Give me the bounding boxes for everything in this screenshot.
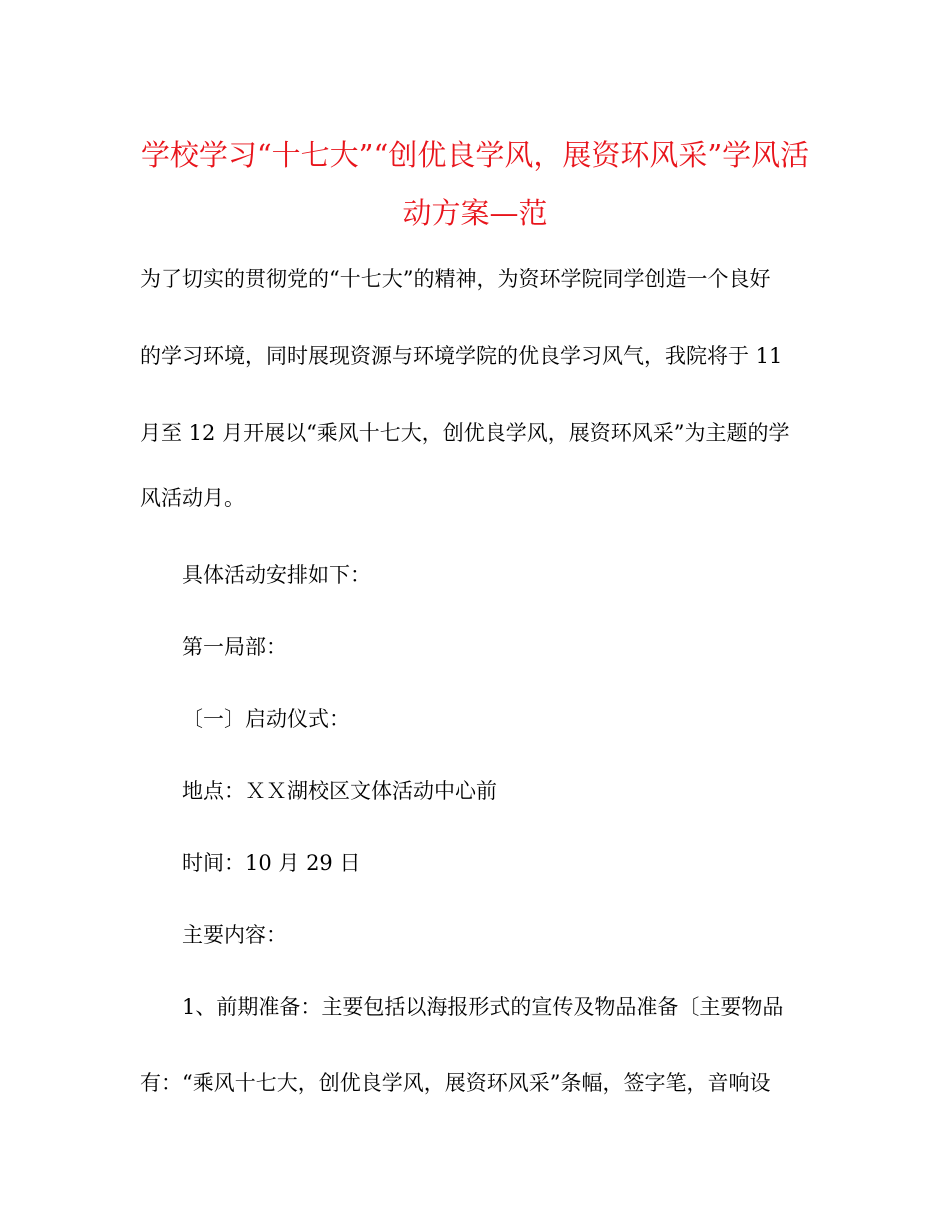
paragraph-line: 月至 12 月开展以“乘风十七大，创优良学风，展资环风采”为主题的学 [140, 421, 790, 445]
paragraph-line: 为了切实的贯彻党的“十七大”的精神，为资环学院同学创造一个良好 [140, 267, 771, 291]
main-content-heading: 主要内容： [182, 923, 287, 947]
section-one-heading: 〔一〕启动仪式： [182, 707, 350, 731]
list-item-line: 有：“乘风十七大，创优良学风，展资环风采”条幅，签字笔，音响设 [140, 1071, 771, 1095]
title-line-2: 动方案—范 [402, 196, 548, 230]
paragraph-line: 风活动月。 [140, 486, 245, 510]
location-line: 地点：ＸＸ湖校区文体活动中心前 [182, 779, 497, 803]
document-title [140, 126, 810, 242]
part-one-heading: 第一局部： [182, 635, 287, 659]
arrangement-intro: 具体活动安排如下： [182, 563, 371, 587]
list-item-line: 1、前期准备：主要包括以海报形式的宣传及物品准备〔主要物品 [182, 995, 784, 1019]
time-line: 时间：10 月 29 日 [182, 851, 361, 875]
paragraph-line: 的学习环境，同时展现资源与环境学院的优良学习风气，我院将于 11 [140, 344, 783, 368]
title-line-1: 学校学习“十七大”“创优良学风，展资环风采”学风活 [140, 138, 810, 172]
